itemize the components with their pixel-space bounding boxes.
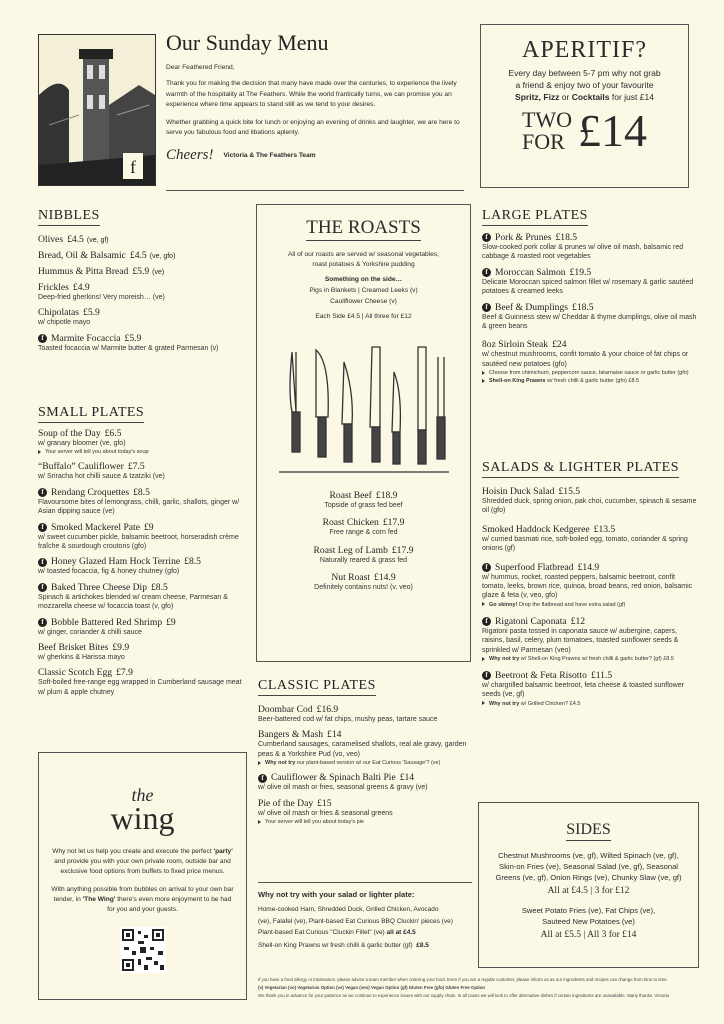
feathers-icon: f <box>38 334 47 343</box>
church-sketch-image <box>39 35 155 185</box>
signature-row <box>166 147 464 164</box>
list-item <box>258 772 472 792</box>
feathers-icon: f <box>38 618 47 627</box>
item-name: Nut Roast <box>331 572 371 584</box>
item-price: £17.9 <box>391 544 414 556</box>
list-item <box>257 517 470 537</box>
item-note: Drop the flatbread and have extra salad (gf) <box>517 601 626 608</box>
bullet-icon <box>482 379 485 383</box>
item-price: £4.5 <box>67 234 84 245</box>
wing-p1-party: 'party' <box>213 848 233 855</box>
item-name: Roast Beef <box>329 490 372 501</box>
item-desc: w/ hummus, rocket, roasted peppers, balsamic beetroot, confit tomato, leeks, brown rice, quinoa, broad beans, red onion, balsamic glaze & feta (v, veo, gfo) <box>482 573 693 600</box>
item-name: Smoked Haddock Kedgeree <box>482 523 590 535</box>
two-for-label <box>522 109 572 153</box>
wing-title: wing <box>110 800 175 836</box>
item-note: w/ Grilled Chicken? £4.5 <box>519 700 581 707</box>
list-item <box>38 487 248 517</box>
bullet-icon <box>482 602 485 606</box>
item-note: Choose from chimichurri, peppercorn sauce, béarnaise sauce or garlic butter (gfo) <box>489 370 689 377</box>
item-name: Superfood Flatbread <box>495 561 574 573</box>
list-item <box>38 617 248 637</box>
roasts-title: THE ROASTS <box>306 217 421 241</box>
item-note-bold: Why not try <box>489 700 520 707</box>
list-item <box>38 250 248 261</box>
item-note-bold: Go skinny! <box>489 601 518 608</box>
item-desc: w/ ginger, coriander & chilli sauce <box>38 628 142 636</box>
item-price: £19.5 <box>569 266 592 278</box>
roast-list <box>257 490 470 593</box>
feathers-icon: f <box>38 558 47 567</box>
feathers-icon: f <box>482 563 491 572</box>
greeting-text: Dear Feathered Friend, <box>166 64 235 71</box>
wing-p2: With anything possible from bubbles on arrival to your own bar tender, in <box>51 886 234 903</box>
item-desc: Flavoursome bites of lemongrass, chilli, garlic, shallots, ginger w/ Asian dipping sauce (ve) <box>38 498 240 516</box>
item-desc: Shredded duck, spring onion, pak choi, cucumber, spinach & sesame oil (gfo) <box>482 498 697 515</box>
item-price: £6.5 <box>104 428 122 439</box>
roasts-side-title: Something on the side… <box>324 276 403 283</box>
item-note: our plant-based version w/ our Eat Curious 'Sausage'? (ve) <box>295 760 441 767</box>
item-name: Bangers & Mash <box>258 729 324 741</box>
item-price: £13.5 <box>593 523 616 535</box>
item-name: Beef & Dumplings <box>495 301 569 313</box>
sides-line-4: Sweet Potato Fries (ve), Fat Chips (ve), <box>521 906 656 915</box>
item-price: £8.5 <box>151 581 168 593</box>
item-price: £9 <box>143 521 154 533</box>
list-item <box>38 282 248 302</box>
item-desc: w/ chipotle mayo <box>38 319 91 327</box>
aperitif-panel <box>480 24 689 188</box>
list-item <box>482 232 698 262</box>
item-desc: Toasted focaccia w/ Marmite butter & grated Parmesan (v) <box>38 344 219 352</box>
try-line-3-text: Plant-based Eat Curious "Cluckin Fillet" (ve) <box>258 929 385 936</box>
classic-plates-title: CLASSIC PLATES <box>258 678 376 696</box>
item-price: £18.5 <box>572 301 594 313</box>
item-name: Roast Leg of Lamb <box>313 544 388 556</box>
footer-notes <box>258 976 698 1000</box>
item-name: Hummus & Pitta Bread <box>38 266 129 277</box>
list-item <box>482 562 698 609</box>
signature-text: Victoria & The Feathers Team <box>223 151 316 159</box>
wing-p1: Why not let us help you create and execute the perfect <box>52 848 212 855</box>
qr-code-icon[interactable] <box>120 927 166 973</box>
try-line-2: (ve), Falafel (ve), Plant-based Eat Curious BBQ Cluckin' pieces (ve) <box>258 917 453 925</box>
sides-title: SIDES <box>566 821 610 841</box>
bullet-icon <box>38 450 41 454</box>
item-price: £4.5 <box>129 250 147 261</box>
list-item <box>38 333 248 353</box>
item-desc: Free range & corn fed <box>329 529 398 537</box>
sides-line-3: Greens (ve, gf), Onion Rings (ve), Chunky Slaw (ve, gf) <box>495 873 682 882</box>
item-price: £7.5 <box>127 461 145 473</box>
wing-paragraph-2 <box>49 885 236 915</box>
aperitif-or: or <box>559 92 572 102</box>
item-name: Hoisin Duck Salad <box>482 486 555 497</box>
item-note: Your server will tell you about today's soup <box>45 449 149 456</box>
footer-supply: We thank you in advance for your patience as we continue to experience issues with our supply chain. In all cases we will look to offer alternative dishes if certain ingredients are unavailable. Many thanks, Victoria <box>258 993 669 998</box>
footer-key: (v) Vegetarian (vo) Vegetarian Option (ve) Vegan (veo) Vegan Option (gf) Gluten Free (gfo) Gluten Free Option <box>258 985 486 990</box>
sides-line-2: Skin-on Fries (ve), Seasonal Salad (ve, gf), Seasonal <box>499 862 678 871</box>
item-price: £4.9 <box>72 282 90 293</box>
item-price: £14 <box>399 772 415 784</box>
intro-paragraph-1: Thank you for making the decision that many have made over the centuries, to experience the lively warmth of the hospitality at The Feathers. While the world frantically turns, we can promise you an experience where time appears to stand still as we tend to your desires. <box>166 80 457 108</box>
aperitif-spritz-fizz: Spritz, Fizz <box>515 92 560 102</box>
item-desc: w/ toasted focaccia, fig & honey chutney (gfo) <box>38 568 180 576</box>
roasts-intro-2: roast potatoes & Yorkshire pudding <box>312 261 415 268</box>
sides-line-1: Chestnut Mushrooms (ve, gf), Wilted Spinach (ve, gf), <box>498 851 679 860</box>
feathers-icon: f <box>482 303 491 312</box>
bullet-icon <box>482 701 485 705</box>
item-price: £11.5 <box>590 670 613 682</box>
item-name: Soup of the Day <box>38 428 101 439</box>
salads-title: SALADS & LIGHTER PLATES <box>482 460 679 478</box>
list-item <box>482 267 698 297</box>
item-name: Pork & Prunes <box>495 232 552 243</box>
salads-section <box>482 458 698 713</box>
list-item <box>258 704 472 724</box>
wing-panel <box>38 752 247 1000</box>
aperitif-title: APERITIF? <box>522 37 647 63</box>
item-name: Cauliflower & Spinach Balti Pie <box>271 772 396 784</box>
item-desc: Topside of grass fed beef <box>324 502 403 509</box>
item-price: £17.9 <box>382 517 405 529</box>
feathers-icon: f <box>482 617 491 626</box>
item-note-bold: Why not try <box>265 760 296 767</box>
try-title: Why not try with your salad or lighter plate: <box>258 890 415 899</box>
try-line-4-price: £8.5 <box>416 941 429 949</box>
item-price: £5.9 <box>124 332 142 344</box>
feathers-icon: f <box>38 523 47 532</box>
list-item <box>38 582 248 612</box>
item-desc: w/ olive oil mash or fries, seasonal greens & gravy (ve) <box>258 784 428 792</box>
item-note: Your server will tell you about today's pie <box>265 819 364 826</box>
list-item <box>257 490 470 510</box>
item-desc: Deep-fried gherkins! Very moreish… (ve) <box>38 294 165 301</box>
two-word: TWO <box>521 107 573 132</box>
item-name: 8oz Sirloin Steak <box>482 339 549 351</box>
try-line-1: Home-cooked Ham, Shredded Duck, Grilled Chicken, Avocado <box>258 906 439 913</box>
svg-text:f: f <box>130 157 136 177</box>
feathers-icon: f <box>482 671 491 680</box>
item-tag: (ve) <box>152 269 165 276</box>
roasts-side-1: Pigs in Blankets | Creamed Leeks (v) <box>309 287 418 294</box>
try-divider <box>258 882 472 883</box>
item-name: Olives <box>38 234 64 245</box>
knives-illustration <box>274 332 454 482</box>
item-price: £14.9 <box>577 561 600 573</box>
item-desc: Soft-boiled free-range egg wrapped in Cumberland sausage meat w/ plum & apple chutney <box>38 679 242 696</box>
list-item <box>38 642 248 662</box>
bullet-icon <box>482 657 485 661</box>
item-note: w/ Shell-on King Prawns w/ fresh chilli & garlic butter? (gf) £8.5 <box>519 656 674 663</box>
roasts-side-price: Each Side £4.5 | All three for £12 <box>315 313 412 320</box>
try-line-4-text: Shell-on King Prawns w/ fresh chilli & garlic butter (gf) <box>258 941 413 949</box>
try-with-section <box>258 890 472 952</box>
item-desc: Naturally reared & grass fed <box>319 556 408 564</box>
list-item <box>482 302 698 332</box>
item-price: £18.5 <box>555 232 578 243</box>
list-item <box>38 667 248 697</box>
item-name: Classic Scotch Egg <box>38 667 113 679</box>
item-note-bold: Why not try <box>489 656 520 663</box>
large-plates-section <box>482 206 698 390</box>
item-desc: w/ chargrilled balsamic beetroot, feta cheese & toasted sunflower seeds (ve, gf) <box>482 682 684 699</box>
roasts-side-2: Cauliflower Cheese (v) <box>330 298 397 305</box>
item-name: Smoked Mackerel Pate <box>51 521 140 533</box>
header-divider <box>166 190 464 191</box>
feathers-icon: f <box>258 774 267 783</box>
item-price: £18.9 <box>375 490 398 501</box>
wing-paragraph-1 <box>51 847 234 877</box>
intro-paragraph-2: Whether grabbing a quick bite for lunch or enjoying an evening of drinks and laughter, we are here to serve you fabulous food and libations aplenty. <box>166 118 460 136</box>
item-price: £7.9 <box>116 667 133 679</box>
aperitif-line-2: a friend & enjoy two of your favourite <box>515 80 654 90</box>
bullet-icon <box>258 761 261 765</box>
list-item <box>38 234 248 245</box>
item-name: Rigatoni Caponata <box>495 615 567 627</box>
item-name: Roast Chicken <box>322 517 379 529</box>
item-price: £12 <box>570 615 586 627</box>
item-note: w/ fresh chilli & garlic butter (gfo) £8.5 <box>545 378 640 385</box>
footer-allergy: If you have a food allergy or intolerance, please advise a team member when ordering your food. Even if you are a regular customer, please inform us as our ingredients and recipes can change from time to time. <box>258 977 668 982</box>
sides-panel <box>478 802 699 968</box>
sides-line-5: Sauteed New Potatoes (ve) <box>542 917 635 926</box>
item-desc: Cumberland sausages, caramelised shallots, real ale gravy, garden peas & a Yorkshire Pud (vo, veo) <box>258 741 467 758</box>
item-price: £9 <box>166 616 176 628</box>
list-item <box>482 524 698 554</box>
wing-p2-wing: 'The Wing' <box>82 896 116 903</box>
try-line-3-price: all at £4.5 <box>386 929 416 936</box>
two-for-row <box>481 105 688 156</box>
item-name: Bread, Oil & Balsamic <box>38 250 126 261</box>
item-name: Pie of the Day <box>258 797 314 809</box>
item-desc: Beef & Guinness stew w/ Cheddar & thyme dumplings, olive oil mash & green beans <box>482 313 697 331</box>
item-name: Marmite Focaccia <box>51 332 121 344</box>
item-desc: Definitely contains nuts! (v, veo) <box>314 584 413 592</box>
menu-header <box>166 30 464 164</box>
item-name: Doombar Cod <box>258 704 313 715</box>
list-item <box>38 307 248 327</box>
item-tag: (ve, gfo) <box>149 253 176 260</box>
aperitif-line-1: Every day between 5-7 pm why not grab <box>508 68 661 78</box>
list-item <box>257 545 470 565</box>
try-line-4 <box>258 939 472 952</box>
classic-plates-section <box>258 676 472 831</box>
wing-p2b: there's even more enjoyment to be had for you and your guests. <box>107 896 232 913</box>
nibbles-section <box>38 206 248 358</box>
roasts-intro-1: All of our roasts are served w/ seasonal vegetables, <box>287 251 439 258</box>
item-desc: w/ granary bloomer (ve, gfo) <box>38 440 126 447</box>
list-item <box>482 670 698 708</box>
item-name: “Buffalo” Cauliflower <box>38 461 124 473</box>
item-desc: w/ chestnut mushrooms, confit tomato & your choice of fat chips or sautéed new potatoes (gfo) <box>482 351 689 368</box>
item-desc: Delicate Moroccan spiced salmon fillet w/ rosemary & garlic sautéed potatoes & creamed leeks <box>482 278 694 296</box>
list-item <box>258 729 472 767</box>
item-price: £15.5 <box>558 486 581 497</box>
item-price: £15 <box>317 797 332 809</box>
signoff-text: Cheers! <box>166 146 214 163</box>
wing-the: the <box>131 785 154 805</box>
item-name: Honey Glazed Ham Hock Terrine <box>51 556 181 568</box>
item-desc: w/ Sriracha hot chilli sauce & tzatziki (ve) <box>38 473 165 481</box>
list-item <box>258 798 472 826</box>
item-price: £14 <box>327 729 342 741</box>
list-item <box>257 572 470 592</box>
item-tag: (ve, gf) <box>86 237 109 244</box>
small-plates-title: SMALL PLATES <box>38 405 144 423</box>
item-desc: w/ gherkins & Harissa mayo <box>38 654 125 662</box>
item-name: Frickles <box>38 282 69 293</box>
list-item <box>38 556 248 576</box>
item-desc: Rigatoni pasta tossed in caponata sauce w/ aubergine, capers, raisins, basil, celery, plum tomatoes, toasted sunflower seeds & sprinkled w/ Parmesan (veo) <box>482 627 679 654</box>
church-illustration <box>38 34 156 186</box>
item-name: Baked Three Cheese Dip <box>51 581 147 593</box>
sides-price-2: All at £5.5 | All 3 for £14 <box>540 930 637 940</box>
list-item <box>482 339 698 385</box>
sides-price-1: All at £4.5 | 3 for £12 <box>547 886 630 896</box>
feathers-icon: f <box>38 583 47 592</box>
for-word: FOR <box>521 129 565 154</box>
list-item <box>482 486 698 516</box>
item-desc: Spinach & artichokes blended w/ cream cheese, Parmesan & mozzarella cheese w/ focaccia toast (v, gfo) <box>38 593 228 611</box>
wing-p1b: and provide you with your own private room, outside bar and exclusive food options from buffets to fixed price menus. <box>54 858 231 875</box>
nibbles-title: NIBBLES <box>38 208 100 226</box>
item-price: £24 <box>552 339 567 351</box>
feathers-icon: f <box>38 488 47 497</box>
item-price: £5.9 <box>83 307 100 319</box>
try-line-3 <box>258 927 472 939</box>
item-note-bold: Shell-on King Prawns <box>489 378 546 385</box>
item-desc: Beer-battered cod w/ fat chips, mushy peas, tartare sauce <box>258 716 438 723</box>
small-plates-section <box>38 403 248 702</box>
item-price: £9.9 <box>112 642 130 654</box>
item-name: Beetroot & Feta Risotto <box>495 670 587 682</box>
list-item <box>38 522 248 552</box>
item-name: Beef Brisket Bites <box>38 642 109 654</box>
feathers-icon: f <box>482 233 491 242</box>
item-price: £16.9 <box>316 704 339 715</box>
item-price: £5.9 <box>132 266 150 277</box>
item-desc: w/ sweet cucumber pickle, balsamic beetroot, horseradish crème fraîche & sourdough croutons (gfo) <box>38 533 239 551</box>
item-desc: Slow-cooked pork collar & prunes w/ olive oil mash, balsamic red cabbage & roasted root vegetables <box>482 244 684 261</box>
aperitif-line-3 <box>481 92 688 102</box>
aperitif-cocktails: Cocktails <box>571 92 610 102</box>
bullet-icon <box>482 371 485 375</box>
list-item <box>38 266 248 277</box>
list-item <box>482 616 698 663</box>
item-price: £8.5 <box>133 486 150 498</box>
item-name: Moroccan Salmon <box>495 266 566 278</box>
item-desc: w/ curried basmati rice, soft-boiled egg, tomato, coriander & spring onions (gf) <box>482 535 688 553</box>
item-price: £8.5 <box>184 556 201 568</box>
list-item <box>38 428 248 456</box>
feathers-icon: f <box>482 268 491 277</box>
roasts-panel <box>256 204 471 662</box>
item-name: Chipolatas <box>38 307 80 319</box>
item-name: Rendang Croquettes <box>51 486 130 498</box>
bullet-icon <box>258 820 261 824</box>
list-item <box>38 461 248 481</box>
item-price: £14.9 <box>374 572 396 584</box>
aperitif-big-price: £14 <box>578 105 648 156</box>
item-desc: w/ olive oil mash or fries & seasonal greens <box>258 809 393 817</box>
large-plates-title: LARGE PLATES <box>482 208 588 226</box>
aperitif-price-text: for just £14 <box>609 92 654 102</box>
page-title: Our Sunday Menu <box>166 30 329 55</box>
item-name: Bobble Battered Red Shrimp <box>51 616 163 628</box>
